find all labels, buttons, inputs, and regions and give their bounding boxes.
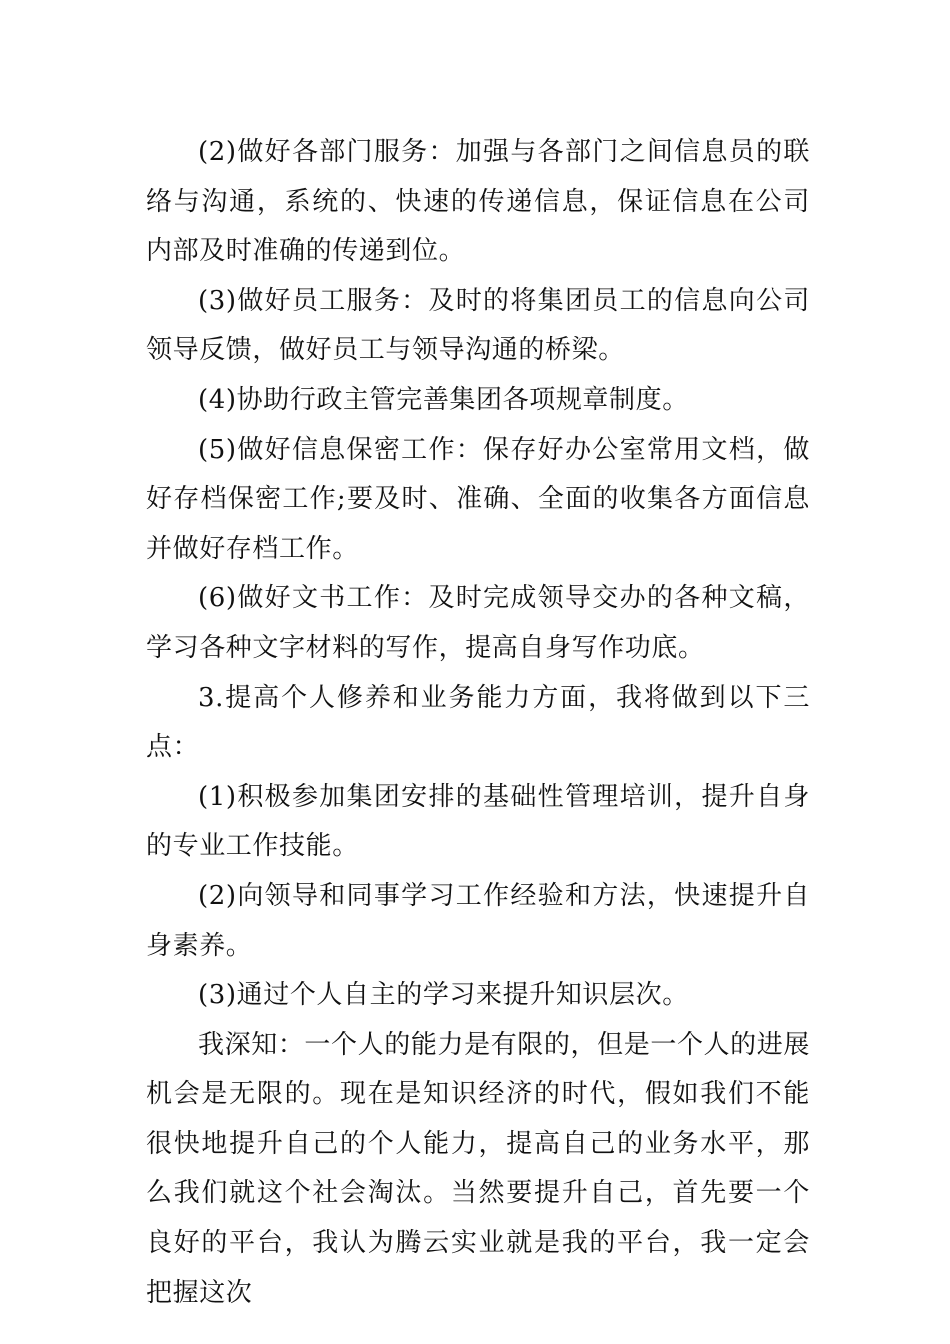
paragraph-item-5-confidentiality: (5)做好信息保密工作：保存好办公室常用文档，做好存档保密工作;要及时、准确、全面的收集各方面信息并做好存档工作。 — [146, 434, 810, 564]
paragraph-item-6-documents: (6)做好文书工作：及时完成领导交办的各种文稿，学习各种文字材料的写作，提高自身写作功底。 — [146, 583, 810, 663]
paragraph-sub-3-self-study: (3)通过个人自主的学习来提升知识层次。 — [198, 980, 689, 1011]
paragraph-closing: 我深知：一个人的能力是有限的，但是一个人的进展机会是无限的。现在是知识经济的时代，假如我们不能很快地提升自己的个人能力，提高自己的业务水平，那么我们就这个社会淘汰。当然要提升自己，首先要一个良好的平台，我认为腾云实业就是我的平台，我一定会把握这次 — [146, 1029, 810, 1308]
paragraph-sub-2-learning: (2)向领导和同事学习工作经验和方法，快速提升自身素养。 — [146, 880, 810, 961]
paragraph-item-4-rules: (4)协助行政主管完善集团各项规章制度。 — [198, 384, 689, 415]
paragraph-section-3-heading: 3.提高个人修养和业务能力方面，我将做到以下三点： — [146, 682, 810, 763]
paragraph-item-2-department-service: (2)做好各部门服务：加强与各部门之间信息员的联络与沟通，系统的、快速的传递信息，保证信息在公司内部及时准确的传递到位。 — [146, 137, 810, 267]
paragraph-item-3-staff-service: (3)做好员工服务：及时的将集团员工的信息向公司领导反馈，做好员工与领导沟通的桥梁。 — [146, 285, 810, 366]
paragraph-sub-1-training: (1)积极参加集团安排的基础性管理培训，提升自身的专业工作技能。 — [146, 781, 810, 862]
document-body — [146, 128, 810, 1318]
